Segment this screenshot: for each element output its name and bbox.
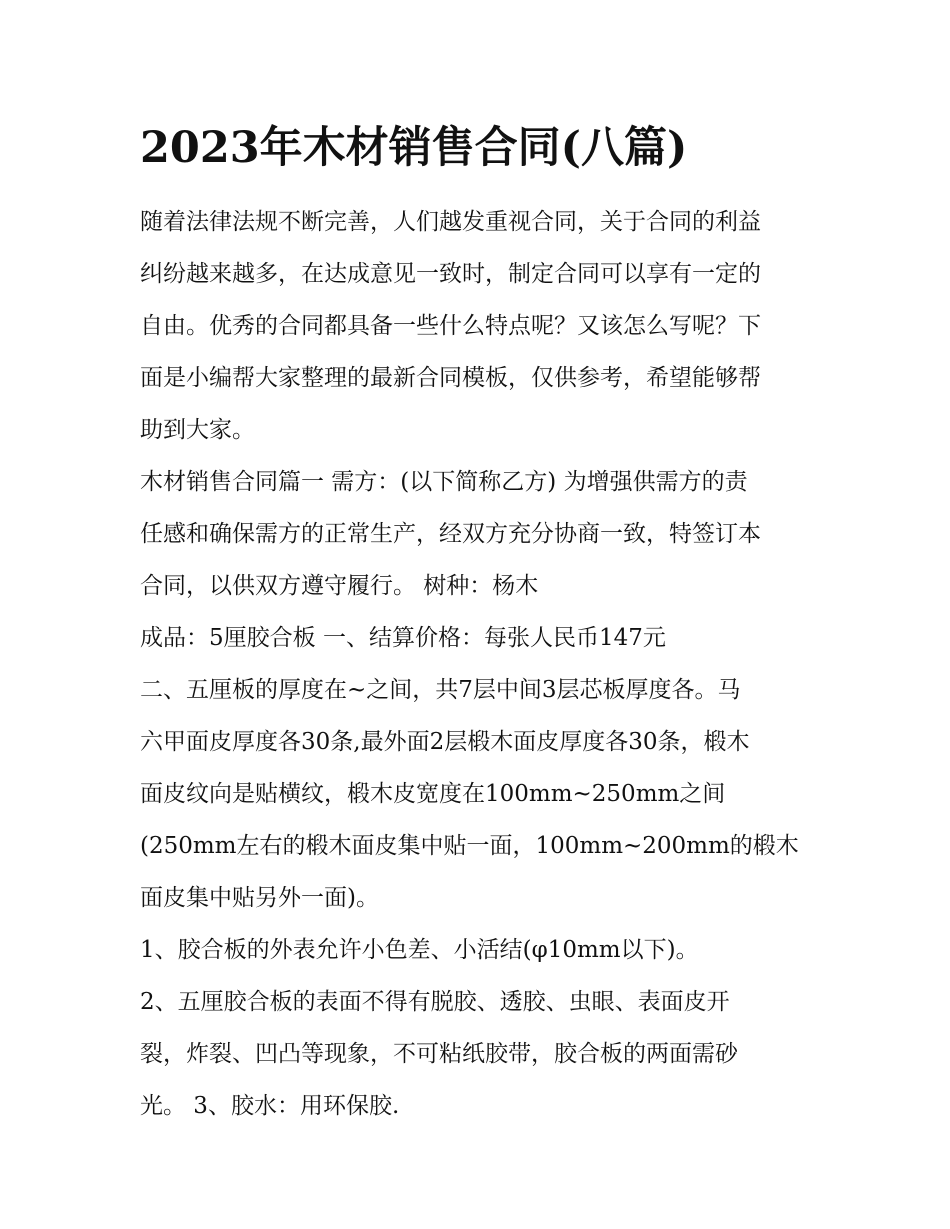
text-line: 二、五厘板的厚度在~之间，共7层中间3层芯板厚度各。马 xyxy=(140,677,741,703)
text-line: 自由。优秀的合同都具备一些什么特点呢？又该怎么写呢？下 xyxy=(140,313,761,339)
document-body xyxy=(140,196,816,1132)
text-line: 成品：5厘胶合板 一、结算价格：每张人民币147元 xyxy=(140,625,666,651)
text-line: 合同，以供双方遵守履行。 树种：杨木 xyxy=(140,573,539,599)
text-line: 光。 3、胶水：用环保胶. xyxy=(140,1093,400,1119)
text-line: 六甲面皮厚度各30条,最外面2层椴木面皮厚度各30条，椴木 xyxy=(140,729,750,755)
text-line: 面是小编帮大家整理的最新合同模板，仅供参考，希望能够帮 xyxy=(140,365,761,391)
text-line: 面皮纹向是贴横纹，椴木皮宽度在100mm~250mm之间 xyxy=(140,781,726,807)
text-line: 任感和确保需方的正常生产，经双方充分协商一致，特签订本 xyxy=(140,521,761,547)
text-line: 裂，炸裂、凹凸等现象，不可粘纸胶带，胶合板的两面需砂 xyxy=(140,1041,738,1067)
text-line: 随着法律法规不断完善，人们越发重视合同，关于合同的利益 xyxy=(140,209,761,235)
text-line: 面皮集中贴另外一面)。 xyxy=(140,885,379,911)
text-line: 1、胶合板的外表允许小色差、小活结(φ10mm以下)。 xyxy=(140,937,699,963)
text-line: 助到大家。 xyxy=(140,417,255,443)
text-line: 2、五厘胶合板的表面不得有脱胶、透胶、虫眼、表面皮开 xyxy=(140,989,730,1015)
text-line: 纠纷越来越多，在达成意见一致时，制定合同可以享有一定的 xyxy=(140,261,761,287)
text-line: 木材销售合同篇一 需方：(以下简称乙方) 为增强供需方的责 xyxy=(140,469,748,495)
text-line: (250mm左右的椴木面皮集中贴一面，100mm~200mm的椴木 xyxy=(140,833,799,859)
document-title: 2023年木材销售合同(八篇) xyxy=(140,123,688,173)
